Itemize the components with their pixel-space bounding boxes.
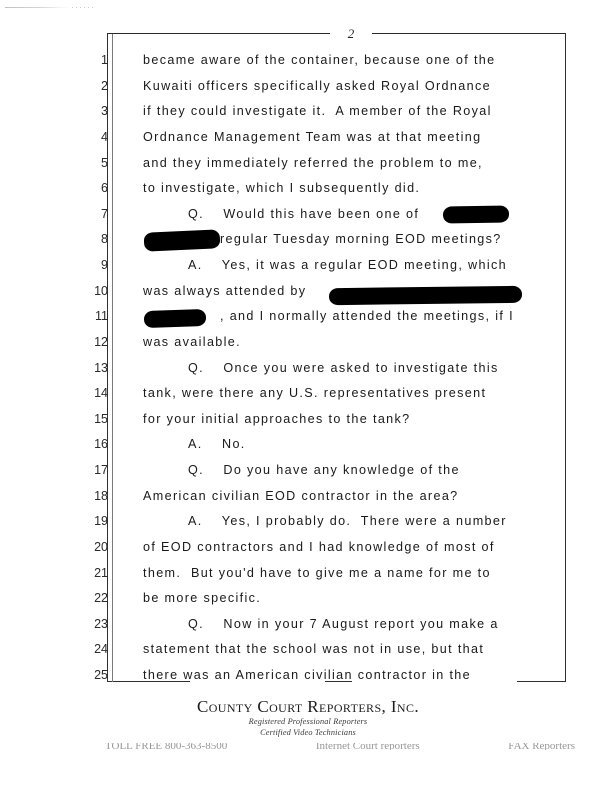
line-number: 12 xyxy=(94,334,108,349)
line-number: 6 xyxy=(101,181,108,196)
line-number: 14 xyxy=(94,386,108,401)
transcript-line: Q. Would this have been one of xyxy=(188,206,420,221)
page-number: 2 xyxy=(330,27,372,41)
line-number: 13 xyxy=(94,360,108,375)
line-number: 5 xyxy=(101,155,108,170)
footer-contact-left: TOLL FREE 800-363-8500 xyxy=(105,743,228,750)
footer-contact-line xyxy=(105,743,575,750)
line-number-gutter xyxy=(78,48,108,689)
transcript-line: regular Tuesday morning EOD meetings? xyxy=(220,232,502,247)
transcript-line: of EOD contractors and I had knowledge of most of xyxy=(143,539,495,554)
redaction-bar xyxy=(144,229,221,251)
transcript-line: American civilian EOD contractor in the area? xyxy=(143,488,459,503)
transcript-body xyxy=(143,48,563,689)
line-number: 20 xyxy=(94,539,108,554)
redaction-bar xyxy=(144,309,207,328)
transcript-line: Q. Once you were asked to investigate this xyxy=(188,360,499,375)
footer-company-name: County Court Reporters, Inc. xyxy=(196,697,420,716)
line-number: 3 xyxy=(101,104,108,119)
redaction-bar xyxy=(443,205,509,223)
line-number: 23 xyxy=(94,616,108,631)
footer-subtitle-certified: Certified Video Technicians xyxy=(260,727,356,737)
transcript-line: Q. Do you have any knowledge of the xyxy=(188,463,460,477)
transcript-line: A. Yes, it was a regular EOD meeting, which xyxy=(188,258,507,272)
footer-subtitle-registered: Registered Professional Reporters xyxy=(248,717,368,726)
line-number: 1 xyxy=(101,53,108,67)
line-number: 17 xyxy=(94,463,108,477)
footer-contact-right: FAX Reporters xyxy=(508,743,575,750)
transcript-line: Ordnance Management Team was at that meeting xyxy=(143,129,482,144)
margin-rule-line xyxy=(112,34,113,682)
transcript-line: there was an American civilian contractor in the xyxy=(143,668,471,682)
transcript-line: tank, were there any U.S. representatives present xyxy=(143,386,487,401)
transcript-line: to investigate, which I subsequently did. xyxy=(143,181,421,196)
line-number: 25 xyxy=(94,668,108,682)
transcript-line: was available. xyxy=(143,334,242,349)
transcript-line: if they could investigate it. A member of the Royal xyxy=(143,104,492,119)
line-number: 4 xyxy=(101,129,108,144)
transcript-line: Kuwaiti officers specifically asked Royal Ordnance xyxy=(143,78,491,93)
line-number: 18 xyxy=(94,488,108,503)
transcript-line: A. No. xyxy=(188,437,246,452)
transcript-line: , and I normally attended the meetings, if I xyxy=(220,309,514,324)
line-number: 8 xyxy=(101,232,108,247)
line-number: 19 xyxy=(94,514,108,529)
transcript-line: for your initial approaches to the tank? xyxy=(143,411,411,426)
footer-contact-clip xyxy=(0,743,616,750)
transcript-line: statement that the school was not in use, but that xyxy=(143,642,485,657)
transcript-line: A. Yes, I probably do. There were a number xyxy=(188,514,507,529)
scan-artifact-dots xyxy=(72,7,94,8)
transcript-line: Q. Now in your 7 August report you make a xyxy=(188,616,499,631)
line-number: 16 xyxy=(94,437,108,452)
transcript-line: was always attended by xyxy=(143,283,307,298)
line-number: 21 xyxy=(94,565,108,580)
footer-contact-center: Internet Court reporters xyxy=(315,743,420,750)
line-number: 11 xyxy=(95,309,108,324)
transcript-line: became aware of the container, because one of the xyxy=(143,53,496,67)
line-number: 9 xyxy=(101,258,108,272)
scan-artifact-streak xyxy=(5,7,71,8)
line-number: 7 xyxy=(101,206,108,221)
line-number: 2 xyxy=(101,78,108,93)
transcript-line: and they immediately referred the problem to me, xyxy=(143,155,483,170)
line-number: 15 xyxy=(94,411,108,426)
line-number: 10 xyxy=(94,283,108,298)
line-number: 22 xyxy=(94,591,108,606)
redaction-bar xyxy=(329,286,522,305)
line-number: 24 xyxy=(94,642,108,657)
page-footer xyxy=(0,697,616,738)
transcript-line: them. But you'd have to give me a name for me to xyxy=(143,565,491,580)
transcript-line: be more specific. xyxy=(143,591,262,606)
